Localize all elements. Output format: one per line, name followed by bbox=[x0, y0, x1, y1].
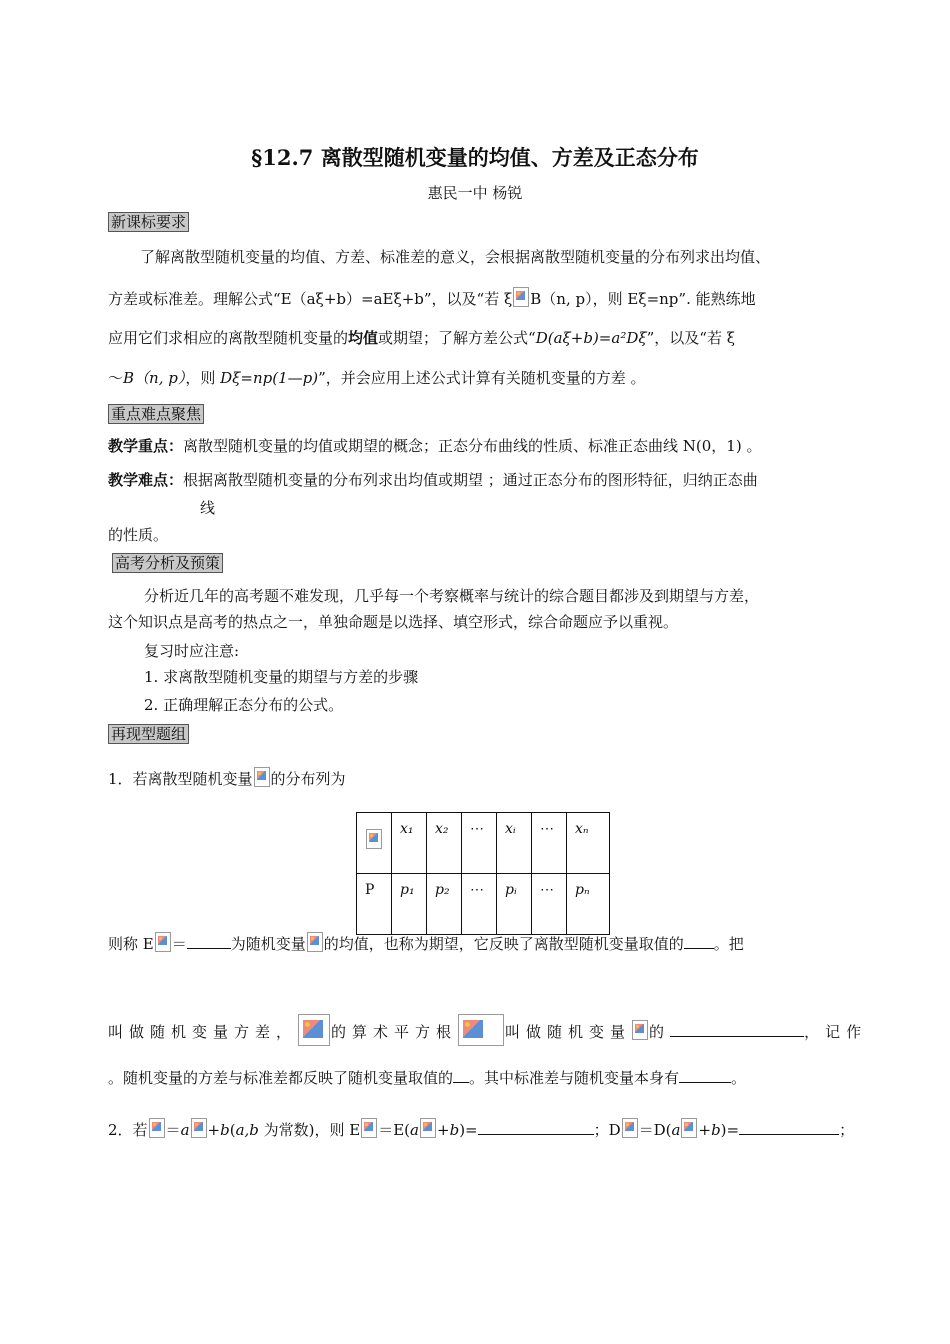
section-heading-problems: 再现型题组 bbox=[108, 724, 189, 744]
focus-difficulty-wrap: 线 bbox=[200, 499, 216, 517]
table-row: P p₁ p₂ ⋯ pᵢ ⋯ pₙ bbox=[357, 874, 610, 935]
focus-difficulty-tail: 的性质。 bbox=[108, 526, 169, 544]
q2-line: 2．若 ＝a +b(a,b 为常数)，则 E ＝E(a +b)= ；D ＝D(a +b)= ； bbox=[108, 1118, 854, 1140]
analysis-line-2: 这个知识点是高考的热点之一，单独命题是以选择、填空形式，综合命题应予以重视。 bbox=[108, 613, 679, 631]
formula-image-icon bbox=[632, 1020, 648, 1040]
formula-image-icon bbox=[513, 287, 529, 307]
formula-image-icon bbox=[149, 1118, 165, 1138]
analysis-line-1: 分析近几年的高考题不难发现，几乎每一个考察概率与统计的综合题目都涉及到期望与方差， bbox=[144, 587, 760, 605]
formula-image-icon bbox=[458, 1014, 504, 1046]
formula-image-icon bbox=[191, 1118, 207, 1138]
answer-blank[interactable] bbox=[684, 934, 714, 949]
q1-line-1: 则称 E ＝ 为随机变量 的均值，也称为期望，它反映了离散型随机变量取值的 。把 bbox=[108, 932, 744, 954]
formula-image-icon bbox=[254, 767, 270, 787]
page-title: §12.7 离散型随机变量的均值、方差及正态分布 bbox=[251, 145, 699, 170]
q1-line-3: 。随机变量的方差与标准差都反映了随机变量取值的 。其中标准差与随机变量本身有 。 bbox=[108, 1069, 747, 1087]
formula-image-icon bbox=[298, 1014, 330, 1046]
req-line-4: ～B（n, p），则 Dξ=np(1—p)”，并会应用上述公式计算有关随机变量的方差 。 bbox=[108, 369, 646, 387]
req-line-3: 应用它们求相应的离散型随机变量的均值或期望；了解方差公式“D(aξ+b)=a²Dξ”，以及“若 ξ bbox=[108, 329, 735, 347]
analysis-line-5: 2. 正确理解正态分布的公式。 bbox=[144, 696, 344, 714]
formula-image-icon bbox=[366, 829, 382, 849]
req-line-2: 方差或标准差。理解公式“E（aξ+b）=aEξ+b”，以及“若 ξ B（n, p），则 Eξ=np”. 能熟练地 bbox=[108, 287, 756, 309]
formula-image-icon bbox=[155, 932, 171, 952]
answer-blank[interactable] bbox=[453, 1068, 469, 1083]
analysis-line-4: 1. 求离散型随机变量的期望与方差的步骤 bbox=[144, 668, 419, 686]
focus-difficulty: 教学难点：根据离散型随机变量的分布列求出均值或期望 ；通过正态分布的图形特征，归纳正态曲 bbox=[108, 471, 758, 489]
distribution-table bbox=[356, 812, 610, 935]
answer-blank[interactable] bbox=[478, 1120, 594, 1135]
formula-image-icon bbox=[622, 1118, 638, 1138]
answer-blank[interactable] bbox=[670, 1022, 804, 1037]
answer-blank[interactable] bbox=[679, 1068, 731, 1083]
q1-line-2: 叫做随机变量方差， 的算术平方根 叫做随机变量 的 ，记作 bbox=[108, 1014, 867, 1046]
formula-image-icon bbox=[307, 932, 323, 952]
section-heading-analysis: 高考分析及预策 bbox=[112, 553, 223, 573]
formula-image-icon bbox=[681, 1118, 697, 1138]
section-heading-focus: 重点难点聚焦 bbox=[108, 404, 204, 424]
q1-intro: 1．若离散型随机变量 的分布列为 bbox=[108, 767, 346, 789]
analysis-line-3: 复习时应注意: bbox=[144, 642, 240, 660]
answer-blank[interactable] bbox=[739, 1120, 839, 1135]
section-heading-requirements: 新课标要求 bbox=[108, 212, 189, 232]
formula-image-icon bbox=[420, 1118, 436, 1138]
answer-blank[interactable] bbox=[187, 934, 231, 949]
req-line-1: 了解离散型随机变量的均值、方差、标准差的意义，会根据离散型随机变量的分布列求出均值、 bbox=[140, 248, 771, 266]
formula-image-icon bbox=[361, 1118, 377, 1138]
table-row: x₁ x₂ ⋯ xᵢ ⋯ xₙ bbox=[357, 813, 610, 874]
focus-key-point: 教学重点：离散型随机变量的均值或期望的概念；正态分布曲线的性质、标准正态曲线 N(0，1) 。 bbox=[108, 437, 762, 455]
author-line: 惠民一中 杨锐 bbox=[427, 184, 523, 202]
